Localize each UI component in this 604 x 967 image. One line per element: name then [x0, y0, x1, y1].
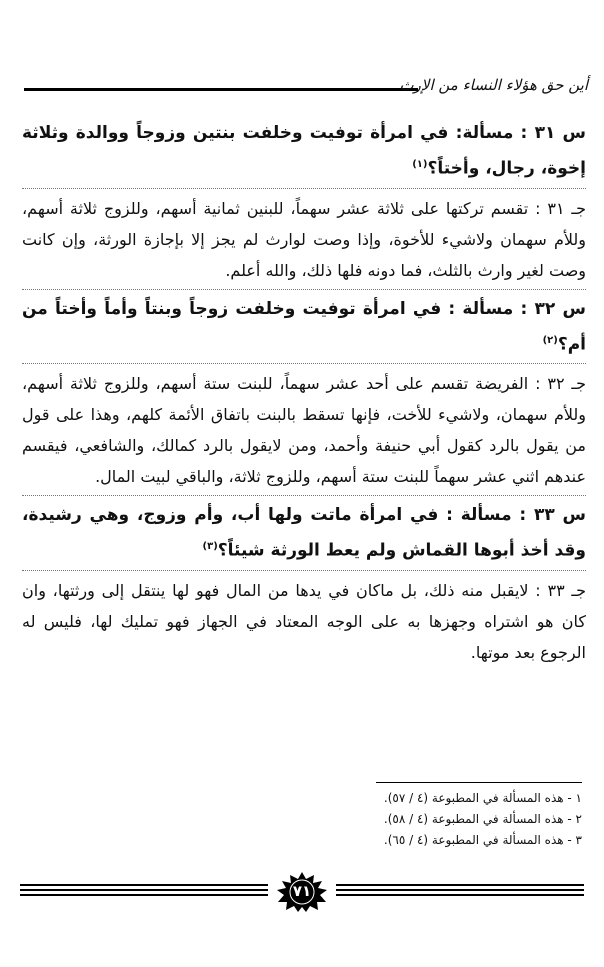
footnote-3: ٣ - هذه المسألة في المطبوعة (٤ / ٦٥).	[383, 833, 582, 847]
separator	[22, 289, 586, 290]
footnote-rule	[376, 782, 582, 783]
page-footer	[20, 872, 584, 912]
separator	[22, 570, 586, 571]
question-33: س ٣٣ : مسألة : في امرأة ماتت ولها أب، وأم وزوج، وهي رشيدة، وقد أخذ أبوها القماش ولم يعط الورثة شيئاً؟$^{(٣)}$	[22, 505, 586, 561]
footer-rule-left	[20, 889, 268, 891]
footer-rule-right	[336, 884, 584, 886]
footnotes	[282, 788, 582, 851]
footnote-ref-3: (٣)	[202, 541, 218, 553]
header-title: أين حق هؤلاء النساء من الإرث	[399, 76, 588, 94]
separator	[22, 363, 586, 364]
footer-rule-left	[20, 884, 268, 886]
header-rule	[24, 88, 418, 91]
question-31: س ٣١ : مسألة: في امرأة توفيت وخلفت بنتين وزوجاً ووالدة وثلاثة إخوة، رجال، وأختاً؟$^{(١)}$	[22, 123, 586, 179]
footnote-1: ١ - هذه المسألة في المطبوعة (٤ / ٥٧).	[383, 791, 582, 805]
page-body	[22, 118, 586, 668]
footer-rule-right	[336, 889, 584, 891]
footnote-ref-2: (٢)	[542, 334, 558, 346]
footnote-2: ٢ - هذه المسألة في المطبوعة (٤ / ٥٨).	[383, 812, 582, 826]
running-header	[16, 76, 588, 106]
footer-rule-left	[20, 894, 268, 896]
separator	[22, 188, 586, 189]
answer-31: جـ ٣١ : تقسم تركتها على ثلاثة عشر سهماً، للبنين ثمانية أسهم، وللزوج ثلاثة أسهم، وللأم سهمان ولاشيء للأخوة، وإذا وصت لوارث لم يجز إلا بإجازة الورثة، وإن كانت وصت لغير وارث بالثلث، فما دونه فلها ذلك، والله أعلم.	[22, 198, 587, 280]
footnote-ref-1: (١)	[412, 159, 428, 170]
page-number: ٧١	[292, 882, 312, 900]
page-number-badge	[275, 872, 329, 912]
answer-33: جـ ٣٣ : لايقبل منه ذلك، بل ماكان في يدها من المال فهو لها ينتقل إلى ورثتها، وان كان هو اشتراه وجهزها به على الوجه المعتاد في الجهاز فهو تمليك لها، فليس له الرجوع بعد موتها.	[22, 580, 586, 662]
answer-32: جـ ٣٢ : الفريضة تقسم على أحد عشر سهماً، للبنت ستة أسهم، وللزوج ثلاثة أسهم، وللأم سهمان، ولاشيء للأخت، فإنها تسقط بالبنت باتفاق الأئمة كلهم، وهذا على قول من يقول بالرد كقول أبي حنيفة وأحمد، ومن لايقول بالرد كمالك، والشافعي، فيقسم عندهم اثني عشر سهماً للبنت ستة أسهم، وللزوج ثلاثة، والباقي لبيت المال.	[22, 374, 587, 487]
question-32: س ٣٢ : مسألة : في امرأة توفيت وخلفت زوجاً وبنتاً وأماً وأختاً من أم؟$^{(٢)}$	[22, 298, 586, 355]
separator	[22, 495, 586, 496]
footer-rule-right	[336, 894, 584, 896]
